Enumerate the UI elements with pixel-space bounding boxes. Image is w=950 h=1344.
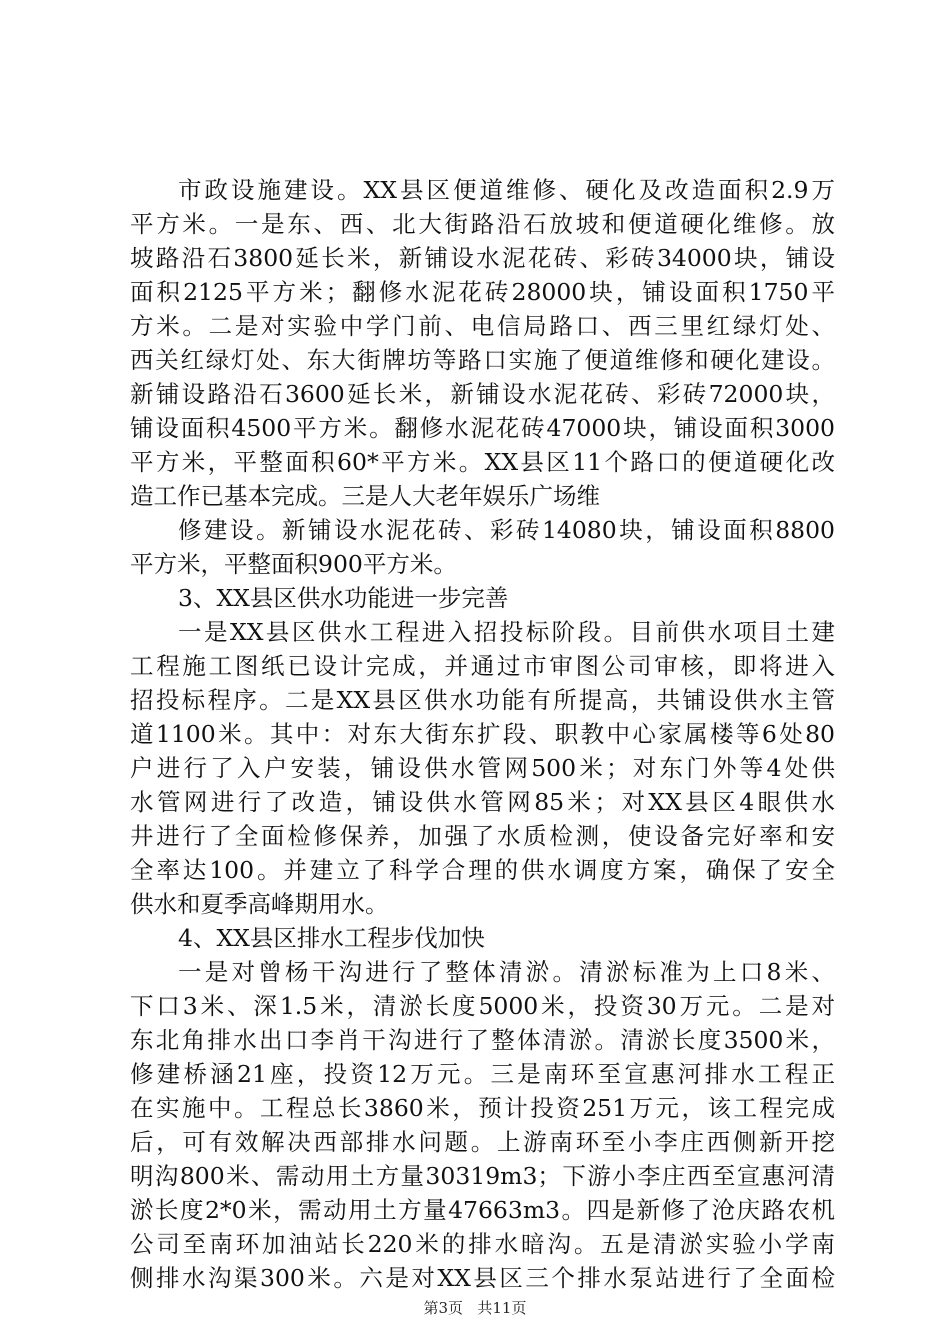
page-total: 共11页 xyxy=(477,1299,527,1317)
section-heading: 3、XX县区供水功能进一步完善 xyxy=(178,584,509,612)
paragraph-line: 淤长度2*0米，需动用土方量47663m3。四是新修了沧庆路农机 xyxy=(130,1196,835,1224)
paragraph-line: 平方米。一是东、西、北大街路沿石放坡和便道硬化维修。放 xyxy=(130,210,835,238)
page-footer xyxy=(0,1298,950,1318)
paragraph-line: 户进行了入户安装，铺设供水管网500米；对东门外等4处供 xyxy=(130,754,835,782)
paragraph-line: 井进行了全面检修保养，加强了水质检测，使设备完好率和安 xyxy=(130,822,835,850)
paragraph-line: 一是XX县区供水工程进入招投标阶段。目前供水项目土建 xyxy=(178,618,835,646)
paragraph-line: 公司至南环加油站长220米的排水暗沟。五是清淤实验小学南 xyxy=(130,1230,835,1258)
section-heading: 4、XX县区排水工程步伐加快 xyxy=(178,924,485,952)
page-number: 第3页 xyxy=(423,1299,464,1317)
paragraph-line: 侧排水沟渠300米。六是对XX县区三个排水泵站进行了全面检 xyxy=(130,1264,835,1292)
paragraph-line: 水管网进行了改造，铺设供水管网85米；对XX县区4眼供水 xyxy=(130,788,835,816)
paragraph-line: 下口3米、深1.5米，清淤长度5000米，投资30万元。二是对 xyxy=(130,992,835,1020)
paragraph-line: 造工作已基本完成。三是人大老年娱乐广场维 xyxy=(130,482,600,510)
paragraph-line: 平方米，平整面积900平方米。 xyxy=(130,550,457,578)
paragraph-line: 工程施工图纸已设计完成，并通过市审图公司审核，即将进入 xyxy=(130,652,835,680)
paragraph-line: 后，可有效解决西部排水问题。上游南环至小李庄西侧新开挖 xyxy=(130,1128,835,1156)
paragraph-line: 东北角排水出口李肖干沟进行了整体清淤。清淤长度3500米， xyxy=(130,1026,835,1054)
paragraph-line: 西关红绿灯处、东大街牌坊等路口实施了便道维修和硬化建设。 xyxy=(130,346,835,374)
paragraph-line: 市政设施建设。XX县区便道维修、硬化及改造面积2.9万 xyxy=(178,176,835,204)
paragraph-line: 一是对曾杨干沟进行了整体清淤。清淤标准为上口8米、 xyxy=(178,958,835,986)
paragraph-line: 新铺设路沿石3600延长米，新铺设水泥花砖、彩砖72000块， xyxy=(130,380,835,408)
paragraph-line: 道1100米。其中：对东大街东扩段、职教中心家属楼等6处80 xyxy=(130,720,835,748)
paragraph-line: 修建设。新铺设水泥花砖、彩砖14080块，铺设面积8800 xyxy=(178,516,835,544)
paragraph-line: 面积2125平方米；翻修水泥花砖28000块，铺设面积1750平 xyxy=(130,278,835,306)
paragraph-line: 坡路沿石3800延长米，新铺设水泥花砖、彩砖34000块，铺设 xyxy=(130,244,835,272)
paragraph-line: 招投标程序。二是XX县区供水功能有所提高，共铺设供水主管 xyxy=(130,686,835,714)
paragraph-line: 修建桥涵21座，投资12万元。三是南环至宣惠河排水工程正 xyxy=(130,1060,835,1088)
paragraph-line: 供水和夏季高峰期用水。 xyxy=(130,890,389,918)
paragraph-line: 明沟800米、需动用土方量30319m3；下游小李庄西至宣惠河清 xyxy=(130,1162,835,1190)
paragraph-line: 全率达100。并建立了科学合理的供水调度方案，确保了安全 xyxy=(130,856,835,884)
paragraph-line: 方米。二是对实验中学门前、电信局路口、西三里红绿灯处、 xyxy=(130,312,835,340)
paragraph-line: 在实施中。工程总长3860米，预计投资251万元，该工程完成 xyxy=(130,1094,835,1122)
paragraph-line: 铺设面积4500平方米。翻修水泥花砖47000块，铺设面积3000 xyxy=(130,414,835,442)
paragraph-line: 平方米，平整面积60*平方米。XX县区11个路口的便道硬化改 xyxy=(130,448,835,476)
